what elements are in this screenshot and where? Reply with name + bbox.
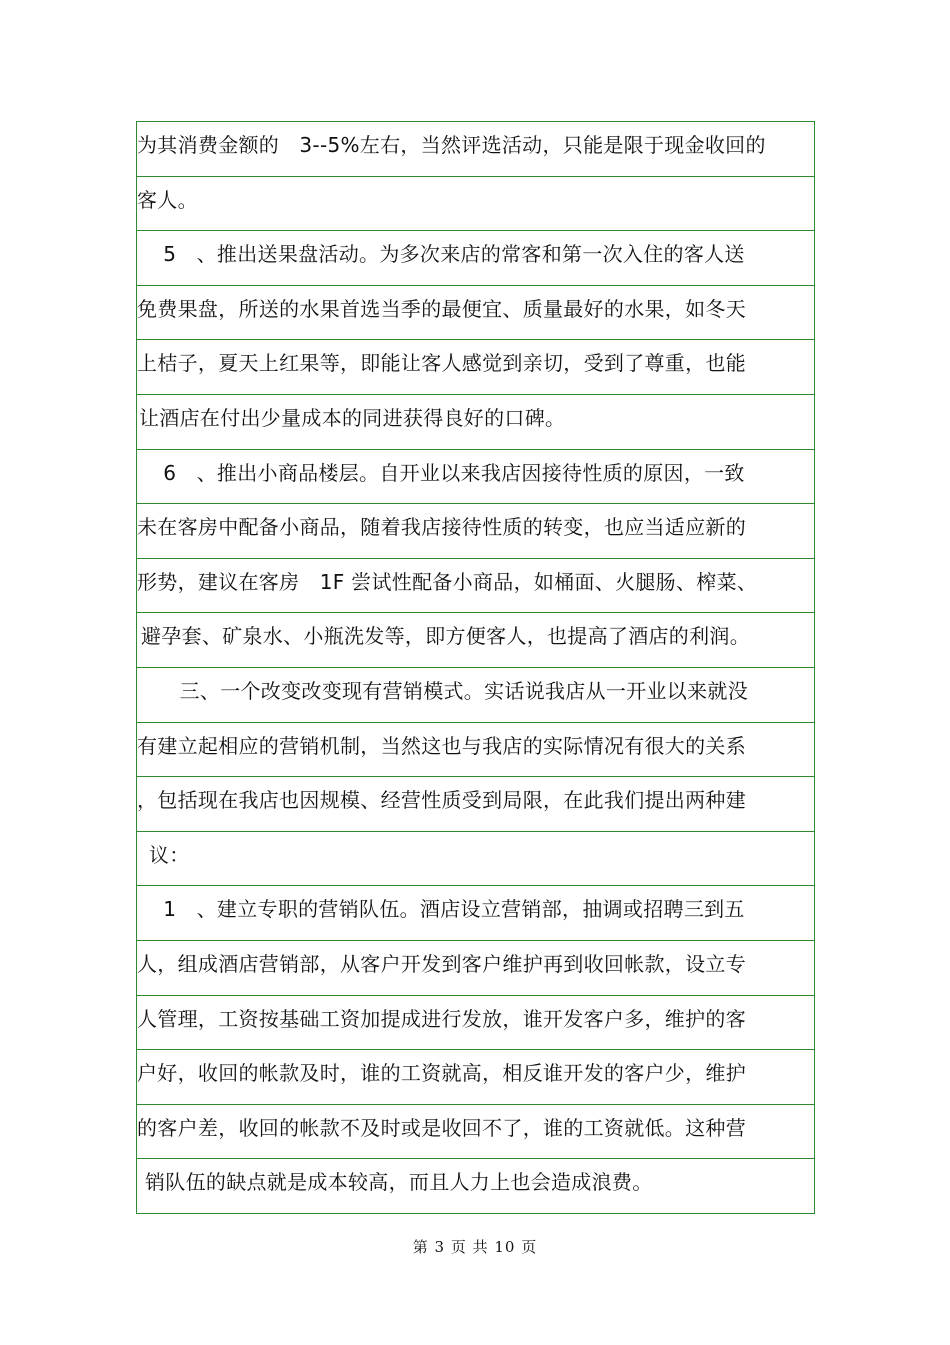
text-line-14 <box>137 832 814 887</box>
document-body <box>136 121 815 1214</box>
line-text: 客人。 <box>137 187 198 212</box>
text-line-16 <box>137 941 814 996</box>
text-line-10 <box>137 613 814 668</box>
text-line-11 <box>137 668 814 723</box>
line-text: 免费果盘，所送的水果首选当季的最便宜、质量最好的水果，如冬天 <box>137 296 746 321</box>
text-line-2 <box>137 177 814 232</box>
line-text: 的客户差，收回的帐款不及时或是收回不了，谁的工资就低。这种营 <box>137 1115 746 1140</box>
text-line-3 <box>137 231 814 286</box>
text-line-19 <box>137 1105 814 1160</box>
text-line-6 <box>137 395 814 450</box>
line-text: 三、一个改变改变现有营销模式。实话说我店从一开业以来就没 <box>139 678 748 703</box>
text-line-7 <box>137 450 814 505</box>
text-line-18 <box>137 1050 814 1105</box>
text-line-4 <box>137 286 814 341</box>
text-line-1 <box>137 122 814 177</box>
line-text: 为其消费金额的 3--5%左右，当然评选活动，只能是限于现金收回的 <box>137 133 766 157</box>
line-text: 户好，收回的帐款及时，谁的工资就高，相反谁开发的客户少，维护 <box>137 1061 746 1086</box>
line-text: 形势，建议在客房 1F 尝试性配备小商品，如桶面、火腿肠、榨菜、 <box>137 569 758 594</box>
page-footer: 第 3 页 共 10 页 <box>412 1238 538 1256</box>
text-line-15 <box>137 886 814 941</box>
line-text: 5 、推出送果盘活动。为多次来店的常客和第一次入住的客人送 <box>143 242 745 267</box>
text-line-17 <box>137 996 814 1051</box>
text-line-5 <box>137 340 814 395</box>
line-text: 6 、推出小商品楼层。自开业以来我店因接待性质的原因，一致 <box>143 460 745 485</box>
line-text: ，包括现在我店也因规模、经营性质受到局限，在此我们提出两种建 <box>137 788 746 813</box>
line-text: 有建立起相应的营销机制，当然这也与我店的实际情况有很大的关系 <box>137 733 746 758</box>
line-text: 让酒店在付出少量成本的同进获得良好的口碑。 <box>139 405 566 430</box>
text-line-13 <box>137 777 814 832</box>
text-line-9 <box>137 559 814 614</box>
line-text: 人管理，工资按基础工资加提成进行发放，谁开发客户多，维护的客 <box>137 1006 746 1031</box>
line-text: 议： <box>149 842 190 867</box>
line-text: 避孕套、矿泉水、小瓶洗发等，即方便客人，也提高了酒店的利润。 <box>141 624 750 649</box>
text-line-20 <box>137 1159 814 1214</box>
line-text: 销队伍的缺点就是成本较高，而且人力上也会造成浪费。 <box>145 1170 653 1195</box>
text-line-12 <box>137 723 814 778</box>
line-text: 未在客房中配备小商品，随着我店接待性质的转变，也应当适应新的 <box>137 515 746 540</box>
line-text: 人，组成酒店营销部，从客户开发到客户维护再到收回帐款，设立专 <box>137 951 746 976</box>
line-text: 上桔子，夏天上红果等，即能让客人感觉到亲切，受到了尊重，也能 <box>137 351 746 376</box>
line-text: 1 、建立专职的营销队伍。酒店设立营销部，抽调或招聘三到五 <box>143 897 745 922</box>
text-line-8 <box>137 504 814 559</box>
